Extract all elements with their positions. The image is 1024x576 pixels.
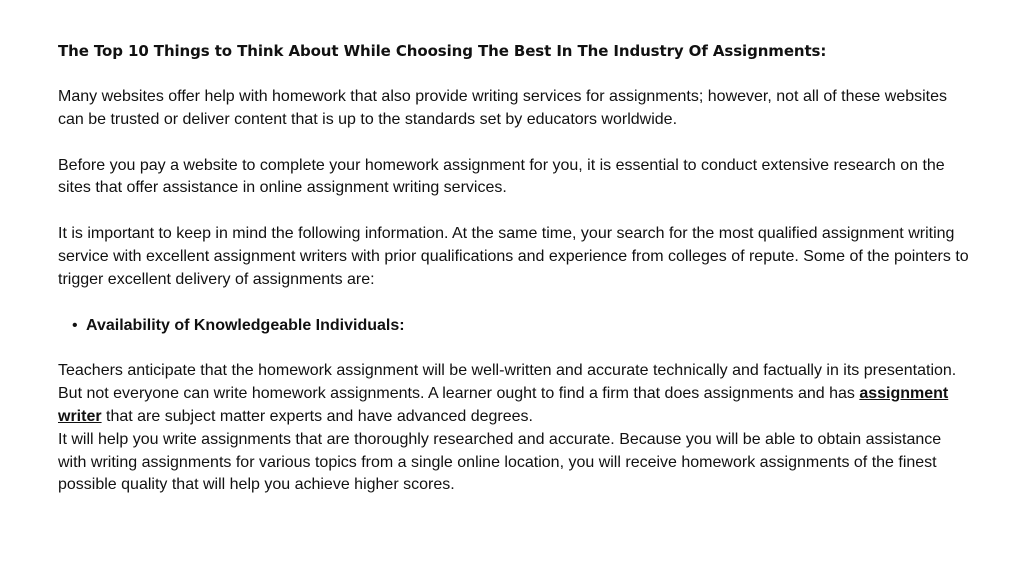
page-title: The Top 10 Things to Think About While Choosing The Best In The Industry Of Assignments: bbox=[58, 42, 827, 60]
pointer-list bbox=[58, 315, 970, 338]
benefits-paragraph: It will help you write assignments that are thoroughly researched and accurate. Because you will be able to obtain assistance with writing assignments for various topics from a single online location, you will receive homework assignments of the finest possible quality that will help you achieve higher scores. bbox=[58, 430, 942, 494]
document-page bbox=[58, 40, 970, 497]
expectations-paragraph: Teachers anticipate that the homework assignment will be well-written and accurate technically and factually in its presentation. bbox=[58, 362, 957, 380]
pointers-paragraph: It is important to keep in mind the following information. At the same time, your search for the most qualified assignment writing service with excellent assignment writers with prior qualifications and experience from colleges of repute. Some of the pointers to trigger excellent delivery of assignments are: bbox=[58, 225, 969, 288]
list-item bbox=[72, 315, 970, 338]
writer-paragraph bbox=[58, 383, 970, 429]
intro-paragraph: Many websites offer help with homework that also provide writing services for assignments; however, not all of these websites can be trusted or deliver content that is up to the standards set by educators worldwide. bbox=[58, 88, 948, 128]
section-body bbox=[58, 360, 970, 497]
writer-text-before: But not everyone can write homework assignments. A learner ought to find a firm that does assignments and has bbox=[58, 385, 860, 403]
list-item-label: Availability of Knowledgeable Individuals: bbox=[86, 316, 405, 334]
bullet-icon: • bbox=[72, 316, 78, 334]
writer-text-after: that are subject matter experts and have advanced degrees. bbox=[101, 407, 533, 425]
assignment-writer-link[interactable]: assignment writer bbox=[58, 385, 949, 425]
research-paragraph: Before you pay a website to complete your homework assignment for you, it is essential to conduct extensive research on the sites that offer assistance in online assignment writing services. bbox=[58, 156, 945, 197]
